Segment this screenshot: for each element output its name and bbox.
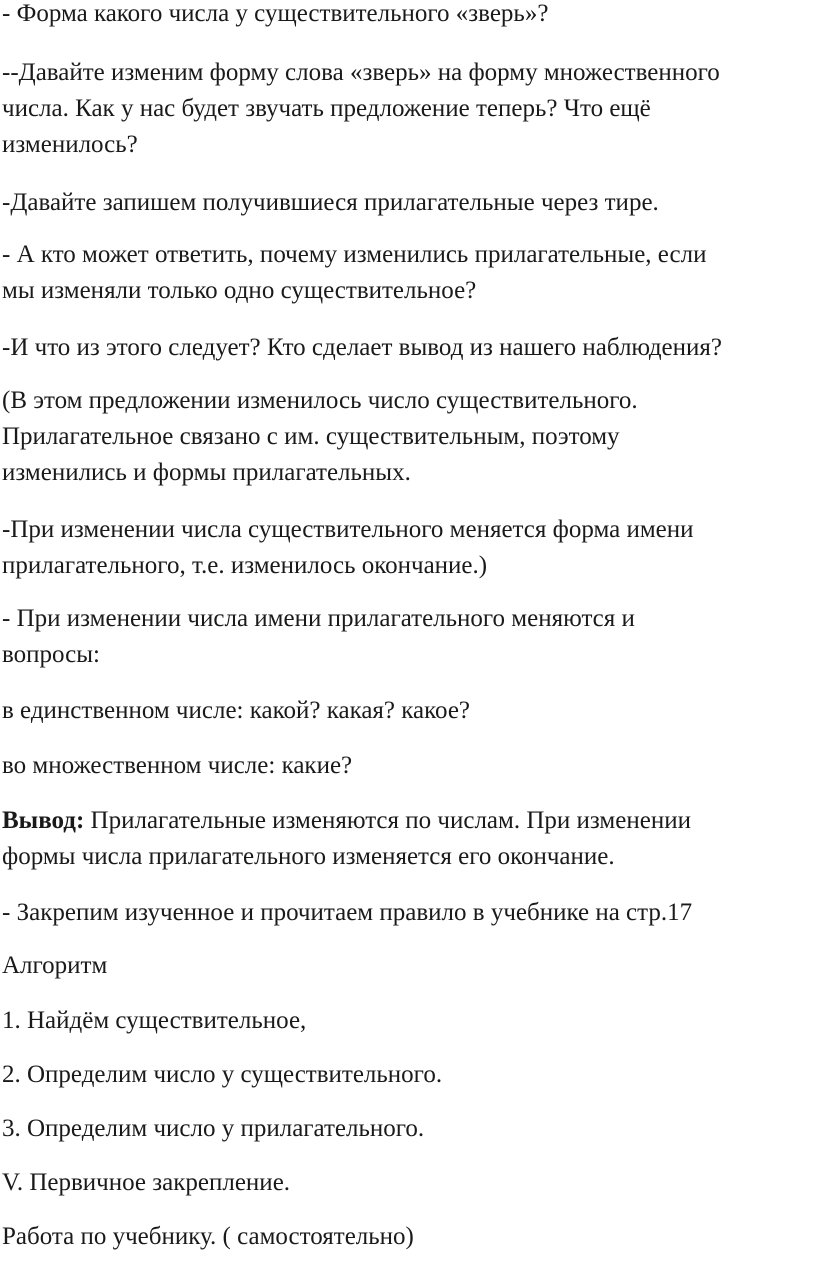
paragraph-conclusion xyxy=(2,803,814,875)
paragraph-ending-changed: -При изменении числа существительного меняется форма имени прилагательного, т.е. изменилось окончание.) xyxy=(2,516,694,579)
paragraph-write-adjectives: -Давайте запишем получившиеся прилагательные через тире. xyxy=(2,189,659,216)
paragraph-why-adjectives-changed: - А кто может ответить, почему изменились прилагательные, если мы изменяли только одно существительное? xyxy=(2,241,707,304)
paragraph-questions-change: - При изменении числа имени прилагательного меняются и вопросы: xyxy=(2,605,635,668)
paragraph-algorithm-heading: Алгоритм xyxy=(2,952,108,979)
algorithm-step-3: 3. Определим число у прилагательного. xyxy=(2,1115,425,1142)
algorithm-step-2: 2. Определим число у существительного. xyxy=(2,1061,443,1088)
paragraph-textbook-rule: - Закрепим изученное и прочитаем правило в учебнике на стр.17 xyxy=(2,899,693,926)
paragraph-question-noun-number: - Форма какого числа у существительного «зверь»? xyxy=(2,0,549,27)
section-primary-consolidation: V. Первичное закрепление. xyxy=(2,1169,291,1196)
paragraph-textbook-work: Работа по учебнику. ( самостоятельно) xyxy=(2,1223,414,1250)
conclusion-text: Прилагательные изменяются по числам. При изменении формы числа прилагательного изменяется его окончание. xyxy=(2,807,691,870)
paragraph-what-follows: -И что из этого следует? Кто сделает вывод из нашего наблюдения? xyxy=(2,334,722,361)
conclusion-label: Вывод: xyxy=(2,807,85,834)
paragraph-plural-questions: во множественном числе: какие? xyxy=(2,752,353,779)
paragraph-singular-questions: в единственном числе: какой? какая? какое? xyxy=(2,697,471,724)
paragraph-change-to-plural: --Давайте изменим форму слова «зверь» на форму множественного числа. Как у нас будет звучать предложение теперь? Что ещё изменилось? xyxy=(2,59,720,158)
algorithm-step-1: 1. Найдём существительное, xyxy=(2,1007,307,1034)
paragraph-explanation: (В этом предложении изменилось число существительного. Прилагательное связано с им. существительным, поэтому изменились и формы прилагательных. xyxy=(2,387,638,486)
